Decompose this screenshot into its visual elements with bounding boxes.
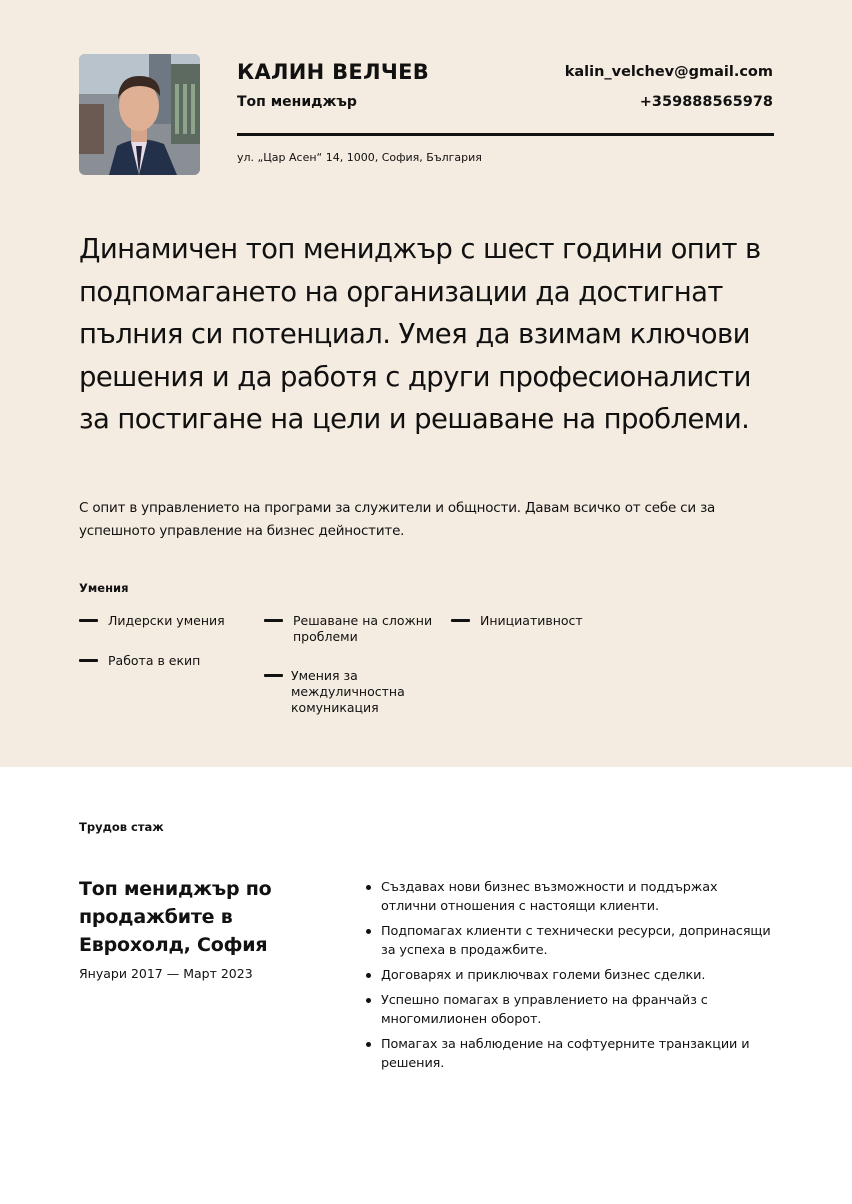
bullet-icon bbox=[366, 973, 371, 978]
skill-label: Работа в екип bbox=[108, 653, 201, 668]
dash-icon bbox=[79, 659, 98, 662]
skill-label: Инициативност bbox=[480, 613, 583, 628]
skills-heading: Умения bbox=[79, 581, 129, 595]
list-item bbox=[366, 922, 776, 960]
skill-label: Решаване на сложни проблеми bbox=[293, 613, 433, 644]
candidate-name: КАЛИН ВЕЛЧЕВ bbox=[237, 60, 430, 84]
list-item-text: Помагах за наблюдение на софтуерните транзакции и решения. bbox=[381, 1037, 750, 1071]
list-item bbox=[366, 966, 776, 985]
address: ул. „Цар Асен“ 14, 1000, София, България bbox=[237, 151, 482, 164]
phone-link[interactable]: +359888565978 bbox=[639, 94, 773, 110]
header-divider bbox=[237, 133, 774, 136]
email-link[interactable]: kalin_velchev@gmail.com bbox=[564, 64, 773, 80]
dash-icon bbox=[264, 674, 283, 677]
person-portrait-icon bbox=[79, 54, 200, 175]
skill-label: Лидерски умения bbox=[108, 613, 225, 628]
experience-heading: Трудов стаж bbox=[79, 820, 164, 834]
dash-icon bbox=[79, 619, 98, 622]
list-item-text: Създавах нови бизнес възможности и поддържах отлични отношения с настоящи клиенти. bbox=[381, 880, 718, 914]
dash-icon bbox=[451, 619, 470, 622]
dash-icon bbox=[264, 619, 283, 622]
job-achievements-list bbox=[366, 878, 776, 1079]
bullet-icon bbox=[366, 1042, 371, 1047]
skill-label: Умения за междуличностна комуникация bbox=[291, 668, 405, 715]
job-dates: Януари 2017 — Март 2023 bbox=[79, 966, 253, 981]
list-item-text: Успешно помагах в управлението на франчайз с многомилионен оборот. bbox=[381, 993, 708, 1027]
list-item-text: Договарях и приключвах големи бизнес сделки. bbox=[381, 968, 706, 983]
candidate-role: Топ мениджър bbox=[237, 94, 357, 110]
bullet-icon bbox=[366, 885, 371, 890]
skill-item bbox=[264, 613, 443, 645]
summary-headline: Динамичен топ мениджър с шест години опит в подпомагането на организации да достигнат пълния си потенциал. Умея да взимам ключови решения и да работя с други професионалисти за постигане на цели и решаване на проблеми. bbox=[79, 233, 761, 435]
list-item bbox=[366, 1035, 776, 1073]
list-item-text: Подпомагах клиенти с технически ресурси, допринасящи за успеха в продажбите. bbox=[381, 924, 771, 958]
profile-photo bbox=[79, 54, 200, 175]
list-item bbox=[366, 878, 776, 916]
summary-text: С опит в управлението на програми за служители и общности. Давам всичко от себе си за успешното управление на бизнес дейностите. bbox=[79, 500, 716, 539]
job-title: Топ мениджър по продажбите в Еврохолд, София bbox=[79, 878, 272, 956]
skill-item bbox=[451, 613, 650, 629]
bullet-icon bbox=[366, 998, 371, 1003]
skill-item bbox=[79, 653, 278, 669]
skill-item bbox=[264, 668, 471, 716]
list-item bbox=[366, 991, 776, 1029]
bullet-icon bbox=[366, 929, 371, 934]
skill-item bbox=[79, 613, 278, 629]
